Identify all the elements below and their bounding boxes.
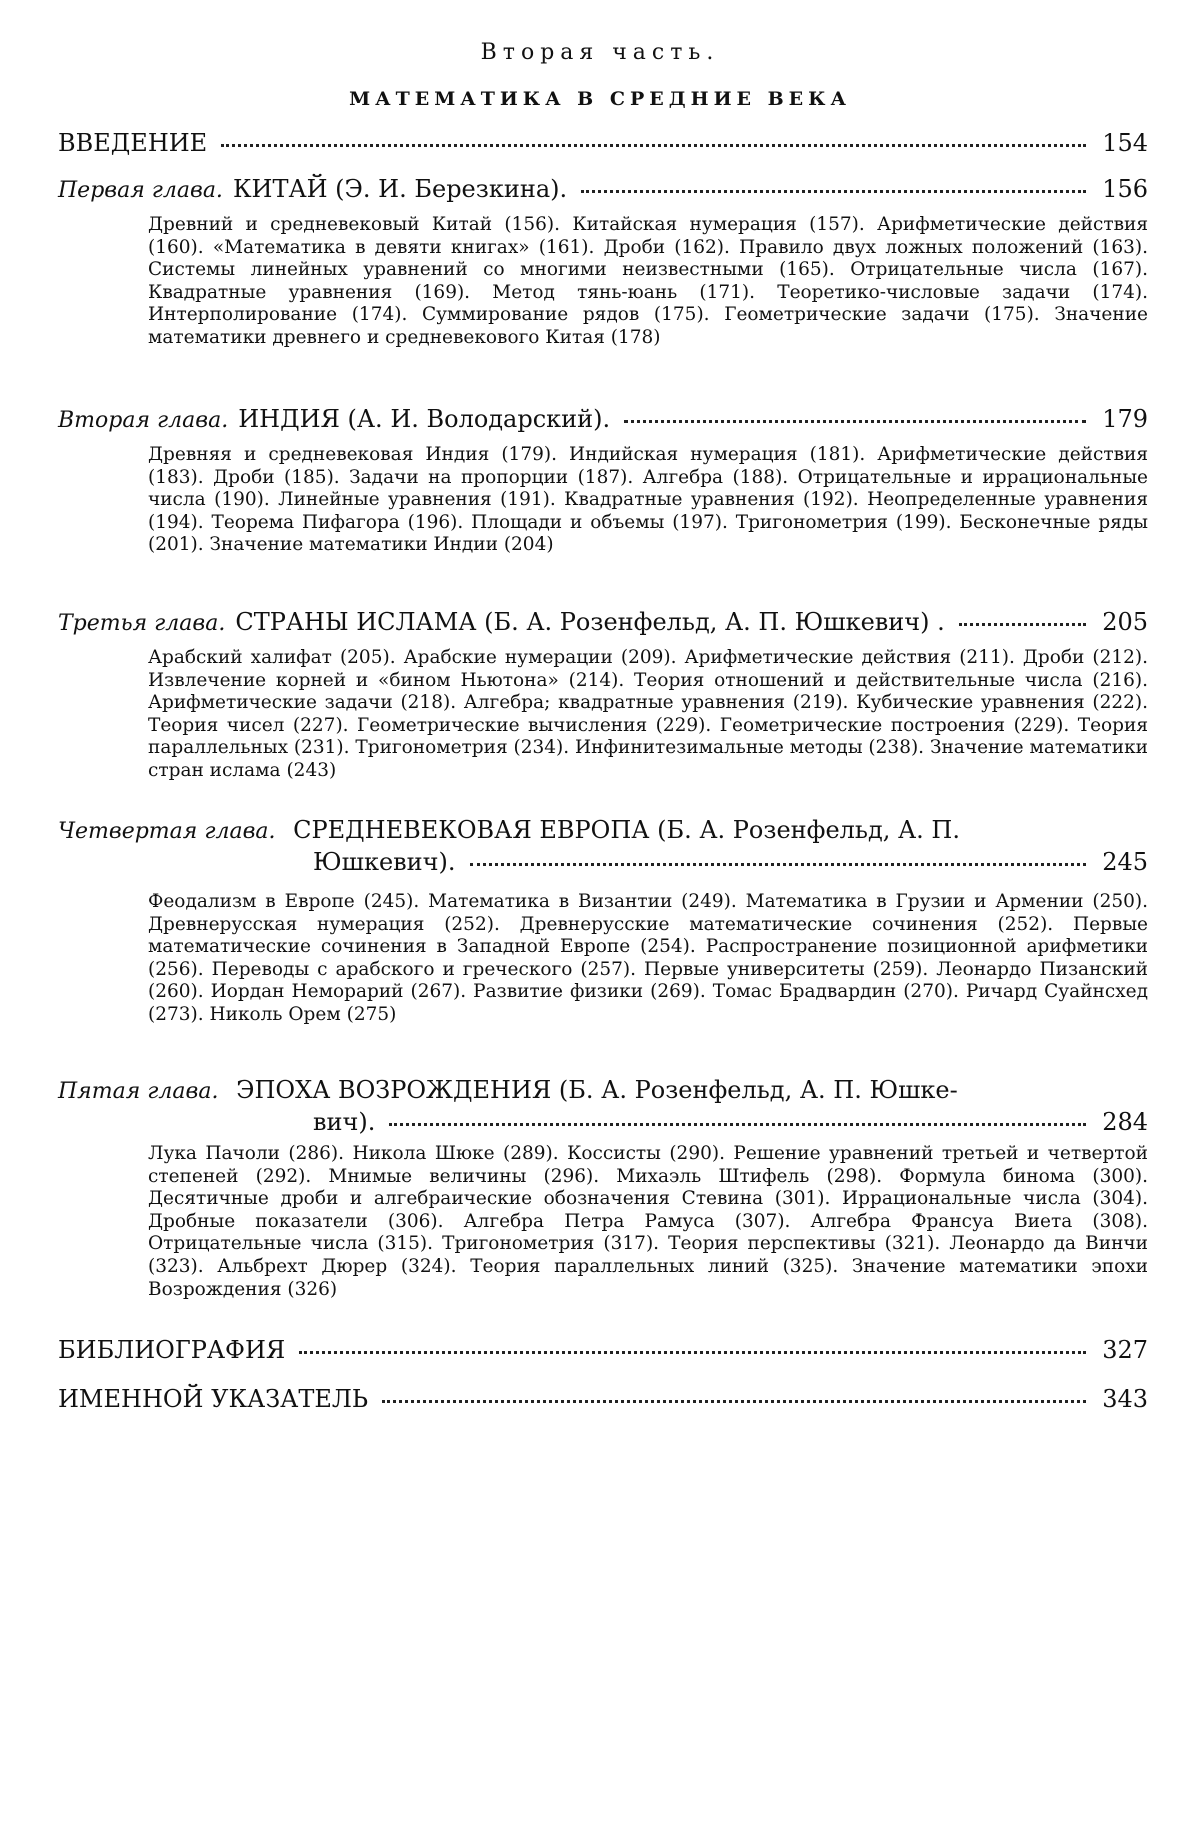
toc-entry-intro[interactable] — [58, 126, 1148, 160]
page-number: 245 — [1100, 847, 1148, 877]
toc-entry-chapter-1[interactable] — [58, 172, 1148, 350]
chapter-label: Пятая глава. — [58, 1079, 218, 1104]
chapter-contents: Древний и средневековый Китай (156). Китайская нумерация (157). Арифметические действия (160). «Математика в девяти книгах» (161). Дроби (162). Правило двух ложных положений (163). Системы линейных уравнений со многими неизвестными (165). Отрицательные числа (167). Квадратные уравнения (169). Метод тянь-юань (171). Теоретико-числовые задачи (174). Интерполирование (174). Суммирование рядов (175). Геометрические задачи (175). Значение математики древнего и средневекового Китая (178) — [148, 214, 1148, 350]
chapter-title: СТРАНЫ ИСЛАМА (Б. А. Розенфельд, А. П. Юшкевич) . — [235, 605, 944, 639]
chapter-label: Третья глава. — [58, 607, 225, 641]
chapter-title-line-1: СРЕДНЕВЕКОВАЯ ЕВРОПА (Б. А. Розенфельд, А. П. — [293, 816, 960, 844]
toc-page — [0, 0, 1200, 1834]
chapter-label: Четвертая глава. — [58, 819, 276, 844]
page-number: 205 — [1100, 605, 1148, 639]
entry-title: ИМЕННОЙ УКАЗАТЕЛЬ — [58, 1382, 368, 1416]
toc-entry-index[interactable] — [58, 1382, 1148, 1416]
chapter-contents: Лука Пачоли (286). Никола Шюке (289). Коссисты (290). Решение уравнений третьей и четвертой степеней (292). Мнимые величины (296). Михаэль Штифель (298). Формула бинома (300). Десятичные дроби и алгебраические обозначения Стевина (301). Иррациональные числа (304). Дробные показатели (306). Алгебра Петра Рамуса (307). Алгебра Франсуа Виета (308). Отрицательные числа (315). Тригонометрия (317). Теория перспективы (321). Леонардо да Винчи (323). Альбрехт Дюрер (324). Теория параллельных линий (325). Значение математики эпохи Возрождения (326) — [148, 1143, 1148, 1301]
toc-entry-bibliography[interactable] — [58, 1333, 1148, 1367]
chapter-contents: Феодализм в Европе (245). Математика в Византии (249). Математика в Грузии и Армении (250). Древнерусская нумерация (252). Древнерусские математические сочинения (252). Первые математические сочинения в Западной Европе (254). Распространение позиционной арифметики (256). Переводы с арабского и греческого (257). Первые университеты (259). Леонардо Пизанский (260). Иордан Неморарий (267). Развитие физики (269). Томас Брадвардин (270). Ричард Суайнсхед (273). Николь Орем (275) — [148, 891, 1148, 1027]
toc-entry-chapter-5[interactable] — [58, 1075, 1148, 1301]
page-number: 179 — [1100, 402, 1148, 436]
chapter-title: КИТАЙ (Э. И. Березкина). — [233, 172, 567, 206]
page-number: 156 — [1100, 172, 1148, 206]
chapter-label: Первая глава. — [58, 174, 223, 208]
chapter-contents: Древняя и средневековая Индия (179). Индийская нумерация (181). Арифметические действия (183). Дроби (185). Задачи на пропорции (187). Алгебра (188). Отрицательные и иррациональные числа (190). Линейные уравнения (191). Квадратные уравнения (192). Неопределенные уравнения (194). Теорема Пифагора (196). Площади и объемы (197). Тригонометрия (199). Бесконечные ряды (201). Значение математики Индии (204) — [148, 444, 1148, 557]
page-number: 154 — [1100, 126, 1148, 160]
dot-leader — [624, 400, 1086, 423]
chapter-title-line-2: Юшкевич). — [313, 847, 456, 877]
dot-leader — [470, 843, 1086, 866]
toc-entry-chapter-2[interactable] — [58, 402, 1148, 557]
dot-leader — [221, 124, 1086, 147]
page-number: 343 — [1100, 1382, 1148, 1416]
entry-title: БИБЛИОГРАФИЯ — [58, 1333, 285, 1367]
chapter-title: ИНДИЯ (А. И. Володарский). — [238, 402, 610, 436]
dot-leader — [382, 1380, 1086, 1403]
dot-leader — [299, 1331, 1086, 1354]
chapter-title-line-1: ЭПОХА ВОЗРОЖДЕНИЯ (Б. А. Розенфельд, А. П. Юшке- — [236, 1076, 958, 1104]
dot-leader — [581, 170, 1086, 193]
page-number: 284 — [1100, 1107, 1148, 1137]
dot-leader — [389, 1103, 1086, 1126]
part-title: Вторая часть. — [0, 40, 1200, 65]
part-subtitle: МАТЕМАТИКА В СРЕДНИЕ ВЕКА — [0, 88, 1200, 110]
chapter-contents: Арабский халифат (205). Арабские нумерации (209). Арифметические действия (211). Дроби (212). Извлечение корней и «бином Ньютона» (214). Теория отношений и действительные числа (216). Арифметические задачи (218). Алгебра; квадратные уравнения (219). Кубические уравнения (222). Теория чисел (227). Геометрические вычисления (229). Геометрические построения (229). Теория параллельных (231). Тригонометрия (234). Инфинитезимальные методы (238). Значение математики стран ислама (243) — [148, 647, 1148, 783]
page-number: 327 — [1100, 1333, 1148, 1367]
toc-entry-chapter-3[interactable] — [58, 605, 1148, 783]
dot-leader — [959, 603, 1086, 626]
toc-entry-chapter-4[interactable] — [58, 815, 1148, 1027]
chapter-title-line-2: вич). — [313, 1107, 375, 1137]
chapter-label: Вторая глава. — [58, 404, 228, 438]
entry-title: ВВЕДЕНИЕ — [58, 126, 207, 160]
